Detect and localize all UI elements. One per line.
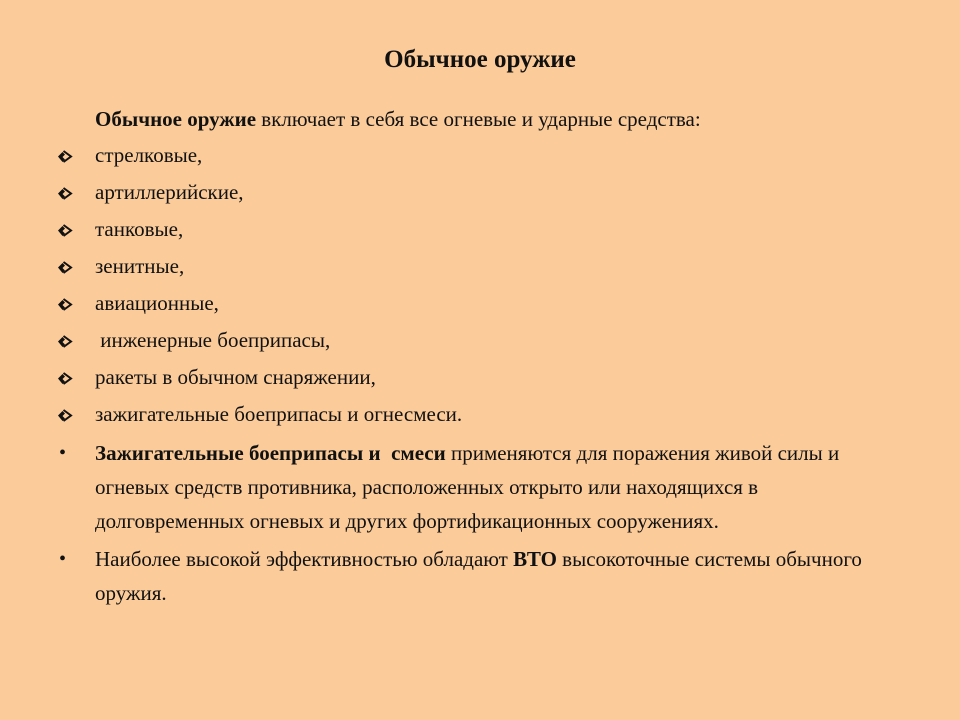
arrow-check-icon xyxy=(57,397,73,432)
intro-bold: Обычное оружие xyxy=(95,107,257,131)
list-item-label: зажигательные боеприпасы и огнесмеси. xyxy=(95,402,463,426)
list-item-label: инженерные боеприпасы, xyxy=(95,328,331,352)
list-item xyxy=(95,323,895,360)
list-item-label: авиационные, xyxy=(95,291,219,315)
list-item xyxy=(95,212,895,249)
list-item xyxy=(95,397,895,434)
arrow-check-icon xyxy=(57,360,73,395)
arrow-check-icon xyxy=(57,323,73,358)
list-item xyxy=(95,360,895,397)
bullet-dot: • xyxy=(59,442,67,464)
list-item xyxy=(95,286,895,323)
paragraph-precision-text2: высокоточные системы обычного оружия. xyxy=(95,547,862,605)
slide-body xyxy=(59,102,895,610)
arrow-check-icon xyxy=(57,249,73,284)
arrow-check-icon xyxy=(57,175,73,210)
list-item xyxy=(95,249,895,286)
paragraph-incendiary xyxy=(59,436,895,538)
list-item-label: артиллерийские, xyxy=(95,180,244,204)
arrow-check-icon xyxy=(57,138,73,173)
list-item xyxy=(95,138,895,175)
paragraph-precision xyxy=(59,542,895,610)
intro-text: включает в себя все огневые и ударные средства: xyxy=(256,107,701,131)
list-item-label: ракеты в обычном снаряжении, xyxy=(95,365,376,389)
paragraph-precision-text1: Наиболее высокой эффективностью обладают xyxy=(95,547,514,571)
paragraph-incendiary-bold: Зажигательные боеприпасы и смеси xyxy=(95,441,446,465)
list-item-label: стрелковые, xyxy=(95,143,203,167)
list-item xyxy=(95,175,895,212)
list-item-label: танковые, xyxy=(95,217,184,241)
arrow-check-icon xyxy=(57,212,73,247)
arrow-check-icon xyxy=(57,286,73,321)
paragraph-incendiary-text: применяются для поражения живой силы и огневых средств противника, расположенных открыто или находящихся в долговременных огневых и других фортификационных сооружениях. xyxy=(95,441,840,533)
bullet-dot: • xyxy=(59,548,67,570)
paragraph-precision-bold: ВТО xyxy=(513,547,557,571)
intro-line xyxy=(95,102,895,138)
list-item-label: зенитные, xyxy=(95,254,185,278)
slide-title: Обычное оружие xyxy=(384,46,576,73)
